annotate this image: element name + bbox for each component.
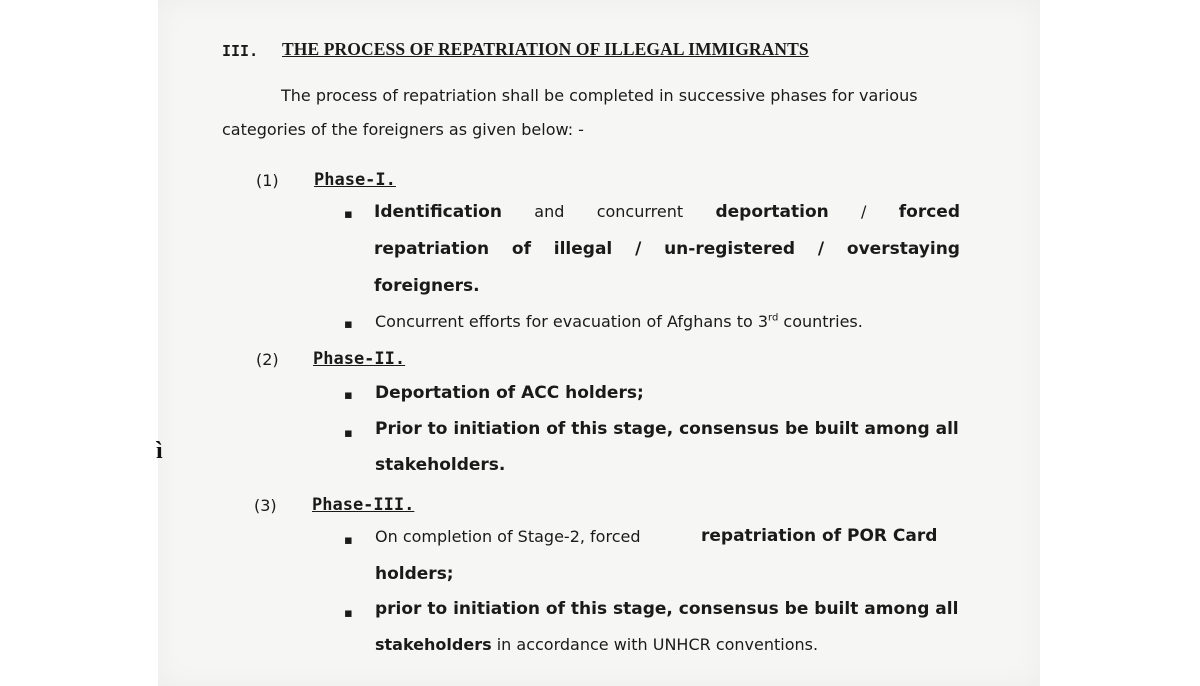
bullet-icon: ▪	[344, 207, 353, 222]
word: /	[817, 239, 825, 259]
word: and	[534, 202, 565, 221]
phase-2-bullet-2-line-1: Prior to initiation of this stage, consensus be built among all	[375, 419, 959, 439]
phase-3-bullet-2-line-1: prior to initiation of this stage, consensus be built among all	[375, 599, 959, 619]
phase-1-bullet-1-line-3: foreigners.	[374, 276, 480, 296]
phase-2-title: Phase-II.	[313, 349, 406, 369]
intro-line-1: The process of repatriation shall be completed in successive phases for various	[281, 86, 918, 105]
phase-3-title: Phase-III.	[312, 495, 415, 515]
word: of	[511, 239, 531, 259]
section-number: III.	[222, 42, 259, 60]
word: overstaying	[846, 239, 960, 259]
word: un-registered	[664, 239, 796, 259]
phase-3-bullet-1-line-1b: repatriation of POR Card	[701, 526, 938, 546]
word: Identification	[374, 202, 502, 222]
word: deportation	[715, 202, 829, 222]
phase-3-bullet-2-line-2: stakeholders in accordance with UNHCR conventions.	[375, 635, 819, 654]
phase-3-number: (3)	[254, 496, 277, 515]
phase-1-bullet-2: Concurrent efforts for evacuation of Afghans to 3rd countries.	[375, 312, 863, 331]
margin-mark: ì	[156, 438, 163, 464]
phase-2-bullet-2-line-2: stakeholders.	[375, 455, 506, 475]
phase-1-title: Phase-I.	[314, 170, 396, 190]
word: forced	[898, 202, 960, 222]
phase-1-bullet-1-line-2	[374, 239, 960, 259]
word: /	[861, 202, 867, 221]
intro-line-2: categories of the foreigners as given below: -	[222, 120, 584, 139]
bullet-icon: ▪	[344, 533, 353, 548]
bullet-icon: ▪	[344, 388, 353, 403]
phase-1-number: (1)	[256, 171, 279, 190]
phase-3-bullet-1-line-1a: On completion of Stage-2, forced	[375, 527, 641, 546]
word: /	[635, 239, 642, 259]
word: repatriation	[374, 239, 490, 259]
bullet-icon: ▪	[344, 606, 353, 621]
bullet-icon: ▪	[344, 426, 353, 441]
phase-3-bullet-1-line-2: holders;	[375, 564, 454, 584]
phase-2-number: (2)	[256, 350, 279, 369]
bullet-icon: ▪	[344, 317, 353, 332]
section-title: THE PROCESS OF REPATRIATION OF ILLEGAL IMMIGRANTS	[282, 39, 809, 59]
phase-2-bullet-1: Deportation of ACC holders;	[375, 383, 644, 403]
phase-1-bullet-1-line-1	[374, 202, 960, 222]
word: illegal	[553, 239, 613, 259]
word: concurrent	[596, 202, 684, 221]
